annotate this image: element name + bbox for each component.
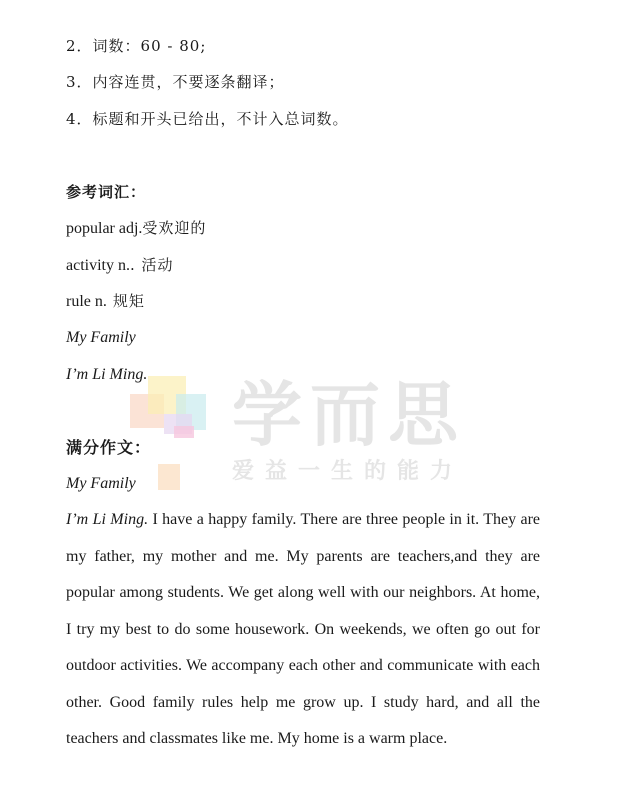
vocab-meaning: 受欢迎的 xyxy=(142,219,207,237)
vocab-meaning: . 活动 xyxy=(129,256,174,274)
vocab-meaning: 规矩 xyxy=(112,292,145,310)
requirement-4: 4．标题和开头已给出，不计入总词数。 xyxy=(66,110,349,128)
model-essay xyxy=(66,502,540,758)
watermark-brand: 学而思 xyxy=(232,374,466,456)
prompt-title: My Family xyxy=(66,329,136,346)
vocab-word: popular adj. xyxy=(66,220,143,237)
model-title: My Family xyxy=(66,475,136,492)
vocab-item-activity xyxy=(66,255,174,276)
vocab-item-popular xyxy=(66,218,206,239)
prompt-opening: I’m Li Ming. xyxy=(66,366,148,383)
watermark-slogan: 爱益一生的能力 xyxy=(232,459,464,484)
requirement-3: 3．内容连贯，不要逐条翻译； xyxy=(66,73,285,91)
vocab-word: rule n. xyxy=(66,293,107,310)
model-heading: 满分作文： xyxy=(66,438,152,457)
vocab-item-rule xyxy=(66,291,145,312)
model-opening: I’m Li Ming. xyxy=(66,511,149,528)
vocab-word: activity n. xyxy=(66,257,130,274)
vocab-heading: 参考词汇： xyxy=(66,183,147,201)
requirement-2: 2．词数：60 - 80; xyxy=(66,37,207,55)
model-body: I have a happy family. There are three people in it. They are my father, my mother and me. My parents are teachers,and they are popular among students. We get along well with our neighbors. At home, I try my best to do some housework. On weekends, we often go out for outdoor activities. We accompany each other and communicate with each other. Good family rules help me grow up. I study hard, and all the teachers and classmates like me. My home is a warm place. xyxy=(66,511,540,747)
